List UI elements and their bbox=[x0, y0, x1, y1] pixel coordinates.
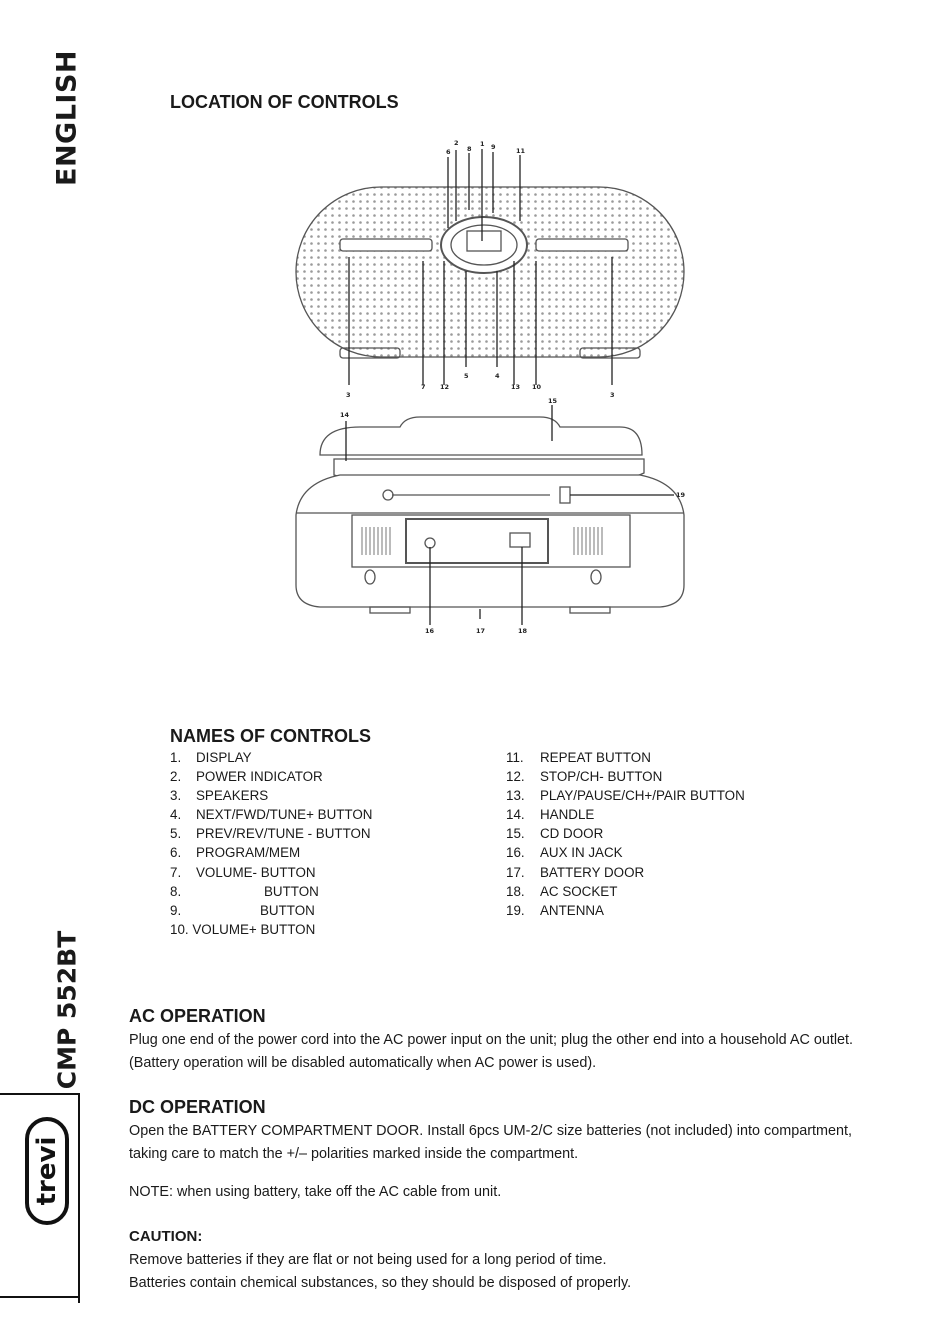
caution-line-1: Remove batteries if they are flat or not being used for a long period of time. bbox=[129, 1252, 607, 1268]
language-label: ENGLISH bbox=[51, 49, 83, 186]
list-item: 18. AC SOCKET bbox=[506, 883, 618, 899]
controls-list-right bbox=[506, 748, 745, 920]
callout-3b: 3 bbox=[610, 391, 615, 399]
rear-view bbox=[296, 405, 684, 625]
caution-line-2: Batteries contain chemical substances, so they should be disposed of properly. bbox=[129, 1275, 632, 1291]
names-of-controls-heading: NAMES OF CONTROLS bbox=[170, 726, 371, 746]
dc-operation-heading: DC OPERATION bbox=[129, 1097, 266, 1117]
dc-operation-text: Open the BATTERY COMPARTMENT DOOR. Install 6pcs UM-2/C size batteries (not included) into compartment, taking care to match the +/– polarities marked inside the compartment. bbox=[129, 1123, 852, 1162]
callout-7: 7 bbox=[421, 383, 426, 391]
caution-heading: CAUTION: bbox=[129, 1228, 203, 1245]
callout-5: 5 bbox=[464, 372, 469, 380]
callout-3a: 3 bbox=[346, 391, 351, 399]
model-label: CMP 552BT bbox=[52, 930, 82, 1090]
list-item: 12. STOP/CH- BUTTON bbox=[506, 769, 663, 785]
list-item: 17. BATTERY DOOR bbox=[506, 864, 645, 880]
list-item: 6. PROGRAM/MEM bbox=[170, 845, 301, 861]
dc-note-text: NOTE: when using battery, take off the AC cable from unit. bbox=[129, 1184, 502, 1200]
callout-2: 2 bbox=[454, 139, 459, 147]
callout-8: 8 bbox=[467, 145, 472, 153]
list-item: 15. CD DOOR bbox=[506, 826, 604, 842]
callout-14: 14 bbox=[340, 411, 350, 419]
callout-16: 16 bbox=[425, 627, 435, 635]
sidebar-divider-bottom bbox=[0, 1296, 78, 1298]
callout-1: 1 bbox=[480, 140, 485, 148]
list-item: 2. POWER INDICATOR bbox=[170, 769, 323, 785]
logo-text: trevi bbox=[32, 1136, 62, 1206]
list-item: 1. DISPLAY bbox=[170, 750, 252, 765]
caution-text bbox=[129, 1249, 869, 1295]
language-tab bbox=[37, 49, 97, 186]
callout-12: 12 bbox=[440, 383, 450, 391]
controls-list-left bbox=[170, 748, 372, 939]
list-item: 7. VOLUME- BUTTON bbox=[170, 864, 316, 880]
callout-19: 19 bbox=[676, 491, 686, 499]
callout-10: 10 bbox=[532, 383, 542, 391]
callout-13: 13 bbox=[511, 383, 521, 391]
list-item: 13. PLAY/PAUSE/CH+/PAIR BUTTON bbox=[506, 788, 745, 804]
list-item: 19. ANTENNA bbox=[506, 902, 604, 918]
callout-6: 6 bbox=[446, 148, 451, 156]
sidebar-divider-top bbox=[0, 1093, 78, 1095]
callout-9: 9 bbox=[491, 143, 496, 151]
list-item: 3. SPEAKERS bbox=[170, 788, 269, 804]
model-tab bbox=[37, 930, 97, 1090]
list-item: 5. PREV/REV/TUNE - BUTTON bbox=[170, 826, 371, 842]
callout-18: 18 bbox=[518, 627, 528, 635]
list-item: 16. AUX IN JACK bbox=[506, 845, 623, 861]
list-item: 4. NEXT/FWD/TUNE+ BUTTON bbox=[170, 807, 373, 823]
callout-15: 15 bbox=[548, 397, 558, 405]
callout-11: 11 bbox=[516, 147, 526, 155]
callout-4: 4 bbox=[495, 372, 500, 380]
callout-17: 17 bbox=[476, 627, 486, 635]
list-item: 14. HANDLE bbox=[506, 807, 595, 823]
list-item: 8. BUTTON bbox=[170, 883, 319, 899]
location-of-controls-heading: LOCATION OF CONTROLS bbox=[170, 92, 399, 112]
list-item: 11. REPEAT BUTTON bbox=[506, 750, 651, 765]
trevi-logo bbox=[24, 1116, 70, 1226]
ac-operation-text: Plug one end of the power cord into the AC power input on the unit; plug the other end into a household AC outlet. (Battery operation will be disabled automatically when AC power is used). bbox=[129, 1032, 854, 1071]
list-item: 9. BUTTON bbox=[170, 902, 315, 918]
sidebar-divider-vertical bbox=[78, 1093, 80, 1303]
unit-diagram bbox=[280, 135, 700, 645]
ac-operation-heading: AC OPERATION bbox=[129, 1006, 266, 1026]
front-view bbox=[296, 149, 684, 385]
list-item: 10. VOLUME+ BUTTON bbox=[170, 921, 316, 937]
